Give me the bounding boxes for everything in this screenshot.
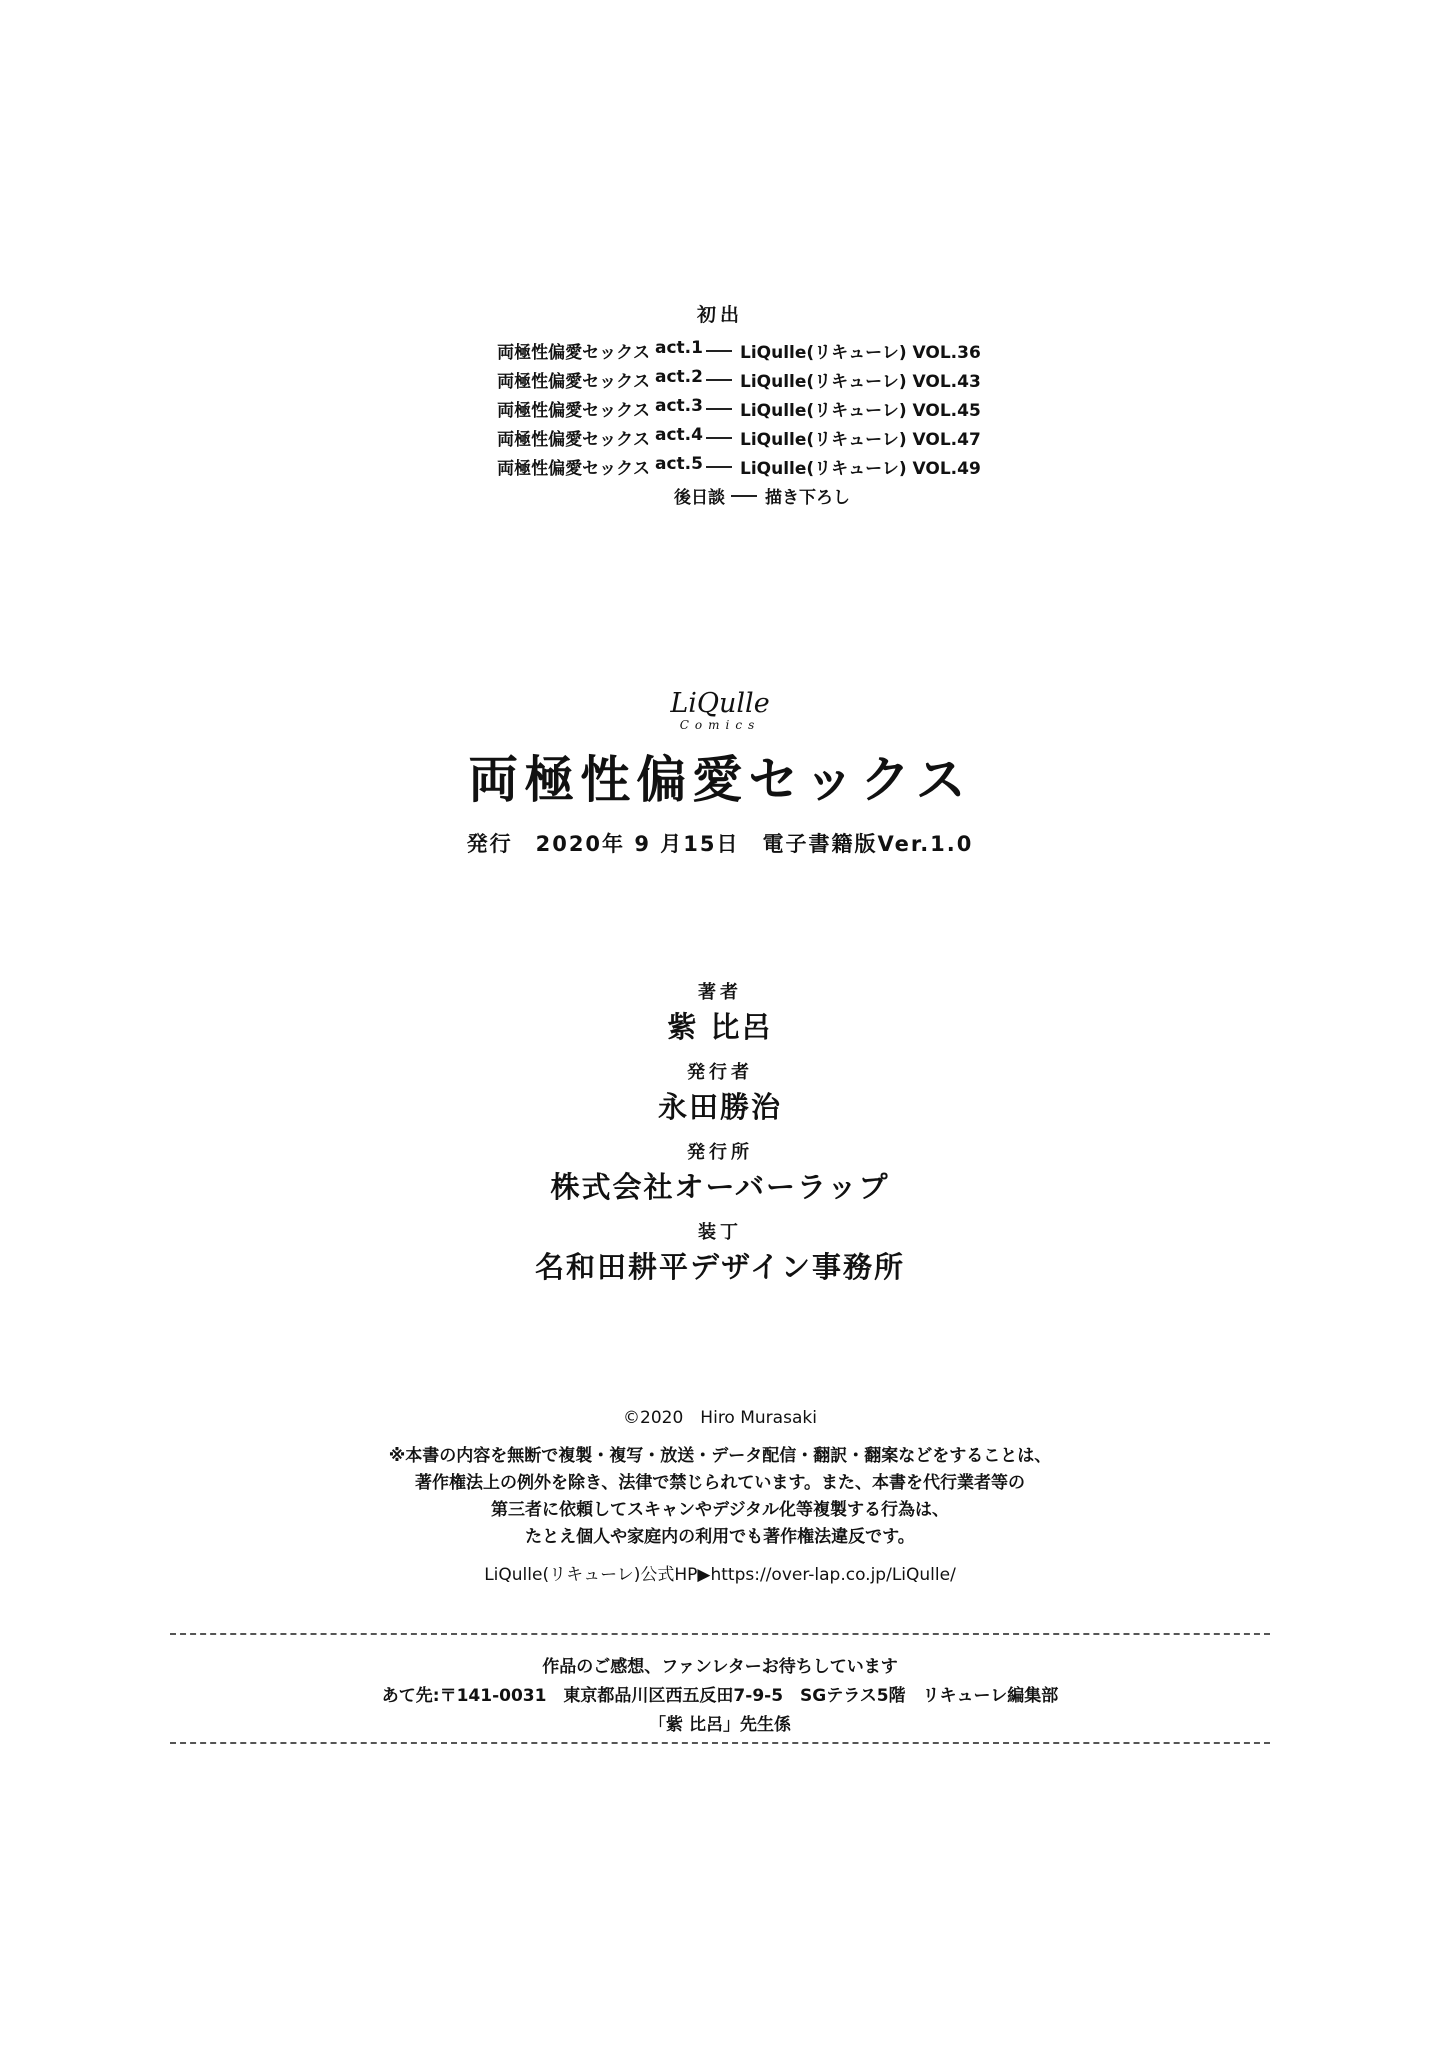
copyright-notice-line: 著作権法上の例外を除き、法律で禁じられています。また、本書を代行業者等の [415,1473,1025,1493]
copyright-notice-line: ※本書の内容を無断で複製・複写・放送・データ配信・翻訳・翻案などをすることは、 [388,1446,1052,1466]
first-publication-entry [0,396,1440,424]
liqulle-logo: LiQulle [670,688,770,719]
dashed-divider [170,1742,1270,1744]
design-label: 装丁 [698,1222,742,1243]
first-publication-entry [0,425,1440,453]
author-label: 著者 [698,982,742,1003]
book-title: 両極性偏愛セックス [468,751,972,809]
first-publication-heading: 初出 [696,304,743,326]
entry-act: act.4 [655,425,703,445]
author-name: 紫 比呂 [667,1010,773,1044]
first-publication-list [0,338,1440,518]
dash-line [706,379,732,381]
first-publication-entry [0,338,1440,366]
epilogue-title: 後日談 [674,488,725,508]
entry-title: 両極性偏愛セックス [497,343,650,363]
first-publication-entry [0,454,1440,482]
dash-line [706,466,732,468]
entry-media: LiQulle(リキューレ) VOL.47 [740,430,981,450]
fan-letter-address: あて先:〒141-0031 東京都品川区西五反田7-9-5 SGテラス5階 リキューレ編集部 [381,1686,1059,1706]
fan-letter-recipient: 「紫 比呂」先生係 [649,1715,791,1735]
fan-letter-line: 作品のご感想、ファンレターお待ちしています [542,1657,898,1677]
design-office-name: 名和田耕平デザイン事務所 [535,1250,905,1284]
entry-act: act.5 [655,454,703,474]
entry-title: 両極性偏愛セックス [497,372,650,392]
entry-act: act.1 [655,338,703,358]
copyright-notice-line: 第三者に依頼してスキャンやデジタル化等複製する行為は、 [491,1500,949,1520]
copyright-notice-line: たとえ個人や家庭内の利用でも著作権法違反です。 [525,1527,915,1547]
official-homepage: LiQulle(リキューレ)公式HP▶https://over-lap.co.jp/LiQulle/ [484,1565,956,1585]
entry-media: LiQulle(リキューレ) VOL.49 [740,459,981,479]
entry-act: act.2 [655,367,703,387]
liqulle-logo-sub: Comics [679,718,761,732]
epilogue-entry [0,483,1440,511]
entry-title: 両極性偏愛セックス [497,459,650,479]
entry-title: 両極性偏愛セックス [497,430,650,450]
entry-title: 両極性偏愛セックス [497,401,650,421]
entry-media: LiQulle(リキューレ) VOL.43 [740,372,981,392]
dash-line [706,350,732,352]
dash-line [706,437,732,439]
dashed-divider [170,1633,1270,1635]
first-publication-entry [0,367,1440,395]
publisher-company-label: 発行所 [687,1142,753,1163]
dash-line [731,495,757,497]
epilogue-media: 描き下ろし [765,488,850,508]
publisher-person-label: 発行者 [687,1062,753,1083]
entry-media: LiQulle(リキューレ) VOL.36 [740,343,981,363]
copyright-line: ©2020 Hiro Murasaki [623,1408,817,1428]
entry-media: LiQulle(リキューレ) VOL.45 [740,401,981,421]
publisher-person-name: 永田勝治 [657,1090,782,1124]
entry-act: act.3 [655,396,703,416]
publisher-company-name: 株式会社オーバーラップ [550,1170,890,1204]
dash-line [706,408,732,410]
publication-date: 発行 2020年 9 月15日 電子書籍版Ver.1.0 [466,832,974,856]
